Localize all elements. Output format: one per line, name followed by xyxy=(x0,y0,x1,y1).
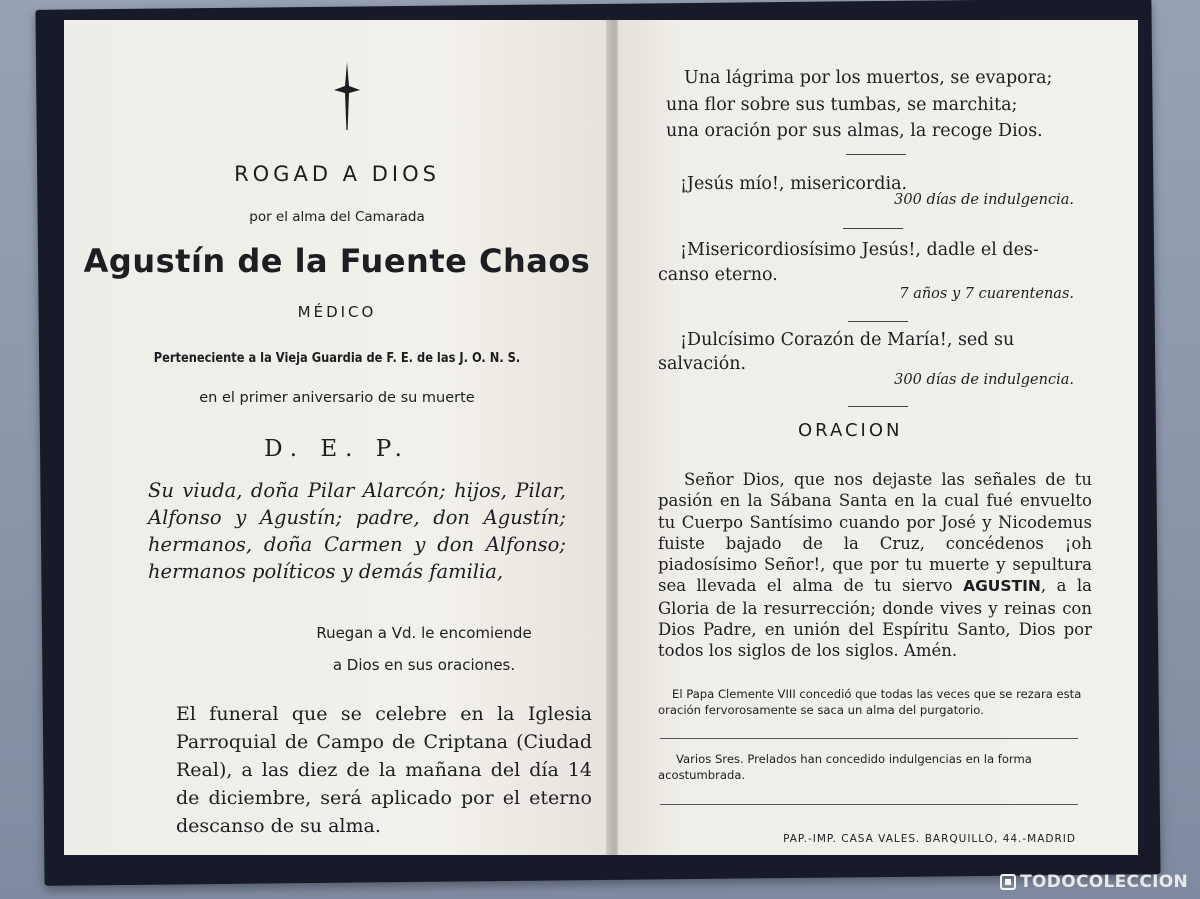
por-alma-line: por el alma del Camarada xyxy=(249,209,425,225)
profession: MÉDICO xyxy=(297,303,377,321)
ejaculation-3a: ¡Dulcísimo Corazón de María!, sed su xyxy=(680,330,1015,350)
prayer-paragraph xyxy=(658,469,1092,662)
ruegan-line-2: a Dios en sus oraciones. xyxy=(332,656,516,674)
indulgence-1: 300 días de indulgencia. xyxy=(894,192,1074,208)
ejaculation-1: ¡Jesús mío!, misericordia. xyxy=(680,174,908,194)
divider xyxy=(843,228,903,229)
watermark-text: TODOCOLECCION xyxy=(1020,872,1188,892)
left-page xyxy=(64,20,610,855)
perteneciente-line: Perteneciente a la Vieja Guardia de F. E. de las J. O. N. S. xyxy=(153,351,521,366)
verse-line-3: una oración por sus almas, la recoge Dios. xyxy=(666,121,1043,141)
deceased-name: Agustín de la Fuente Chaos xyxy=(83,242,591,280)
aniversario-line: en el primer aniversario de su muerte xyxy=(199,390,475,406)
watermark xyxy=(1000,871,1188,893)
prayer-text-after: , a la Gloria de la resurrección; donde vives y reinas con Dios Padre, en unión del Espíritu Santo, Dios por todos los siglos de los siglos. Amén. xyxy=(658,576,1093,661)
funeral-paragraph: El funeral que se celebre en la Iglesia Parroquial de Campo de Criptana (Ciudad Real), a las diez de la mañana del día 14 de diciembre, será aplicado por el eterno descanso de su alma. xyxy=(176,703,592,837)
verse-line-2: una flor sobre sus tumbas, se marchita; xyxy=(666,95,1018,115)
divider xyxy=(846,154,906,155)
prayer-name: AGUSTIN xyxy=(963,577,1041,596)
ruegan-line-1: Ruegan a Vd. le encomiende xyxy=(316,624,532,642)
prayer-text-before: Señor Dios, que nos dejaste las señales de tu pasión en la Sábana Santa en la cual fué envuelto tu Cuerpo Santísimo cuando por José y Nicodemus fuiste bajado de la Cruz, concédenos ¡oh piadosísimo Señor!, que por tu muerte y sepultura sea llevada el alma de tu siervo xyxy=(658,470,1092,596)
verse-line-1: Una lágrima por los muertos, se evapora; xyxy=(684,68,1053,88)
printer-imprint: PAP.-IMP. CASA VALES. BARQUILLO, 44.-MADRID xyxy=(783,833,1076,845)
prelados-note: Varios Sres. Prelados han concedido indulgencias en la forma acostumbrada. xyxy=(658,752,1032,782)
papa-note: El Papa Clemente VIII concedió que todas las veces que se rezara esta oración fervorosamente se saca un alma del purgatorio. xyxy=(658,687,1082,717)
divider xyxy=(848,406,908,407)
oracion-title: ORACION xyxy=(798,420,903,441)
ejaculation-2a: ¡Misericordiosísimo Jesús!, dadle el des- xyxy=(680,240,1039,260)
divider xyxy=(848,321,908,322)
footer-rule xyxy=(660,804,1078,805)
ejaculation-3b: salvación. xyxy=(658,354,747,374)
right-page xyxy=(618,20,1138,855)
dep-heading: D. E. P. xyxy=(264,436,410,462)
indulgence-2: 7 años y 7 cuarentenas. xyxy=(899,286,1074,302)
watermark-logo-icon xyxy=(1000,874,1016,890)
footer-rule xyxy=(660,738,1078,739)
rogad-heading: ROGAD A DIOS xyxy=(234,162,440,186)
ejaculation-2b: canso eterno. xyxy=(658,265,778,285)
cross-icon xyxy=(332,60,362,132)
family-paragraph: Su viuda, doña Pilar Alarcón; hijos, Pilar, Alfonso y Agustín; padre, don Agustín; hermanos, doña Carmen y don Alfonso; hermanos políticos y demás familia, xyxy=(148,479,566,583)
indulgence-3: 300 días de indulgencia. xyxy=(894,372,1074,388)
